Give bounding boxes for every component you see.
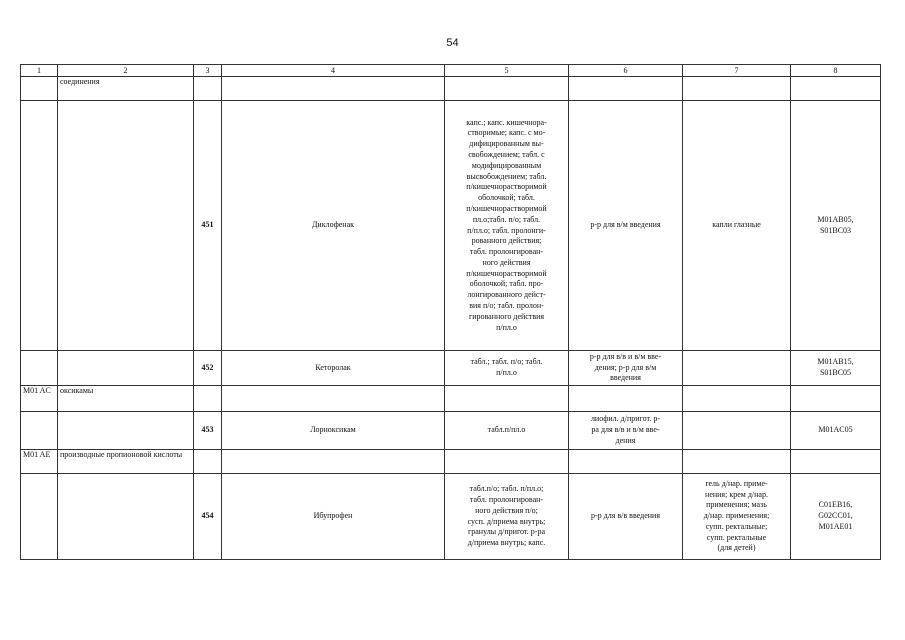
dosage-forms-line: высвобождением; табл.	[466, 171, 547, 181]
dosage-forms-line: рованного действия;	[471, 236, 542, 246]
injection-forms-line: р-р для в/м введения	[590, 220, 661, 230]
dosage-forms	[445, 77, 569, 101]
dosage-forms-line: табл.п/о; табл. п/пл.о;	[469, 484, 544, 494]
col-header: 2	[58, 65, 194, 77]
atc-codes-line: M01AB15,	[817, 357, 854, 367]
dosage-forms-line: п/пл.о; табл. пролонги-	[467, 225, 546, 235]
dosage-forms-line: вия п/о; табл. пролон-	[469, 301, 544, 311]
other-forms-line: (для детей)	[717, 543, 756, 553]
item-number: 451	[194, 101, 222, 351]
dosage-forms-line: п/кишечнорастворимой	[466, 182, 547, 192]
other-forms-line: супп. ректальные	[706, 532, 767, 542]
injection-forms	[569, 77, 683, 101]
item-number	[194, 77, 222, 101]
dosage-forms-line: гированного действия	[468, 311, 545, 321]
atc-codes	[791, 474, 881, 560]
atc-codes	[791, 412, 881, 450]
injection-forms	[569, 386, 683, 412]
drug-table	[20, 64, 881, 560]
col-header: 5	[445, 65, 569, 77]
dosage-forms-line: п/пл.о	[496, 322, 517, 332]
dosage-forms	[445, 450, 569, 474]
injection-forms	[569, 450, 683, 474]
dosage-forms-line: гранулы д/пригот. р-ра	[467, 527, 546, 537]
injection-forms-line: р-р для в/в и в/м вве-	[589, 351, 662, 361]
atc-codes-line: C01EB16,	[818, 500, 853, 510]
dosage-forms-line: ного действия п/о;	[475, 505, 538, 515]
dosage-forms	[445, 412, 569, 450]
page-number: 54	[446, 37, 459, 49]
dosage-forms-line: ного действия	[482, 257, 531, 267]
group-name: оксикамы	[58, 386, 194, 412]
dosage-forms-line: свобождением; табл. с	[468, 149, 545, 159]
col-header: 4	[222, 65, 445, 77]
dosage-forms-line: п/кишечнорастворимой	[466, 203, 547, 213]
drug-name	[222, 77, 445, 101]
item-number	[194, 450, 222, 474]
other-forms	[683, 351, 791, 386]
injection-forms	[569, 412, 683, 450]
item-number	[194, 386, 222, 412]
atc-codes-line: S01BC03	[819, 225, 852, 235]
dosage-forms-line: табл.; табл. п/о; табл.	[470, 357, 543, 367]
injection-forms-line: лиофил. д/пригот. р-	[590, 414, 661, 424]
injection-forms	[569, 101, 683, 351]
dosage-forms-line: оболочкой; табл.	[478, 193, 535, 203]
atc-codes-line: M01AE01	[818, 521, 853, 531]
group-name: производные пропионовой кислоты	[58, 450, 194, 474]
atc-group-code: M01 AE	[21, 450, 58, 474]
atc-codes	[791, 77, 881, 101]
drug-row	[21, 101, 881, 351]
item-number: 453	[194, 412, 222, 450]
dosage-forms-line: сусп. д/приема внутрь;	[467, 516, 546, 526]
atc-group-code	[21, 77, 58, 101]
dosage-forms	[445, 351, 569, 386]
dosage-forms-line: табл. пролонгирован-	[469, 247, 544, 257]
injection-forms-line: ра для в/в и в/м вве-	[591, 425, 660, 435]
drug-row	[21, 351, 881, 386]
other-forms-line: гель д/нар. приме-	[705, 478, 768, 488]
item-number: 452	[194, 351, 222, 386]
dosage-forms-line: модифицированным	[471, 160, 542, 170]
col-header: 8	[791, 65, 881, 77]
drug-row	[21, 412, 881, 450]
other-forms-line: супп. ректальные;	[705, 521, 768, 531]
atc-codes-line: M01AB05,	[817, 214, 854, 224]
injection-forms-line: р-р для в/в введения	[591, 511, 660, 521]
group-row	[21, 450, 881, 474]
dosage-forms-line: д/приема внутрь; капс.	[467, 538, 546, 548]
atc-codes-line: G02CC01,	[818, 511, 853, 521]
group-row	[21, 77, 881, 101]
header-row	[21, 65, 881, 77]
col-header: 1	[21, 65, 58, 77]
atc-codes	[791, 386, 881, 412]
group-name	[58, 351, 194, 386]
atc-group-code	[21, 412, 58, 450]
atc-codes	[791, 101, 881, 351]
group-row	[21, 386, 881, 412]
drug-name: Кеторолак	[222, 351, 445, 386]
group-name	[58, 412, 194, 450]
dosage-forms	[445, 386, 569, 412]
dosage-forms	[445, 101, 569, 351]
other-forms-line: применения; мазь	[706, 500, 767, 510]
col-header: 7	[683, 65, 791, 77]
other-forms	[683, 386, 791, 412]
dosage-forms-line: дифицированным вы-	[469, 139, 544, 149]
table-body	[21, 77, 881, 560]
item-number: 454	[194, 474, 222, 560]
col-header: 3	[194, 65, 222, 77]
injection-forms-line: введения	[610, 373, 641, 383]
atc-group-code: M01 AC	[21, 386, 58, 412]
other-forms	[683, 450, 791, 474]
drug-row	[21, 474, 881, 560]
dosage-forms-line: капс.; капс. кишечнора-	[466, 117, 547, 127]
group-name	[58, 474, 194, 560]
other-forms	[683, 412, 791, 450]
dosage-forms-line: п/пл.о	[496, 368, 517, 377]
other-forms-line: капли глазные	[712, 220, 761, 230]
atc-group-code	[21, 101, 58, 351]
dosage-forms	[445, 474, 569, 560]
injection-forms-line: дения; р-р для в/м	[594, 362, 657, 372]
dosage-forms-line: табл. пролонгирован-	[469, 494, 544, 504]
atc-group-code	[21, 351, 58, 386]
other-forms	[683, 77, 791, 101]
atc-codes-line: S01BC05	[819, 368, 852, 377]
injection-forms-line: дения	[615, 435, 636, 445]
dosage-forms-line: табл.п/пл.о	[487, 425, 526, 435]
atc-codes	[791, 450, 881, 474]
drug-name: Лорноксикам	[222, 412, 445, 450]
dosage-forms-line: пл.о;табл. п/о; табл.	[472, 214, 541, 224]
other-forms-line: нения; крем д/нар.	[705, 489, 768, 499]
atc-codes	[791, 351, 881, 386]
group-name	[58, 101, 194, 351]
other-forms-line: д/нар. применения;	[703, 511, 770, 521]
dosage-forms-line: п/кишечнорастворимой	[466, 268, 547, 278]
dosage-forms-line: лонгированного дейст-	[467, 290, 546, 300]
injection-forms	[569, 351, 683, 386]
injection-forms	[569, 474, 683, 560]
drug-name: Диклофенак	[222, 101, 445, 351]
dosage-forms-line: створимые; капс. с мо-	[467, 128, 546, 138]
other-forms	[683, 101, 791, 351]
drug-name	[222, 450, 445, 474]
other-forms	[683, 474, 791, 560]
col-header: 6	[569, 65, 683, 77]
drug-name	[222, 386, 445, 412]
group-name: соединения	[58, 77, 194, 101]
atc-group-code	[21, 474, 58, 560]
drug-name: Ибупрофен	[222, 474, 445, 560]
dosage-forms-line: оболочкой; табл. про-	[469, 279, 544, 289]
atc-codes-line: M01AC05	[818, 425, 853, 435]
